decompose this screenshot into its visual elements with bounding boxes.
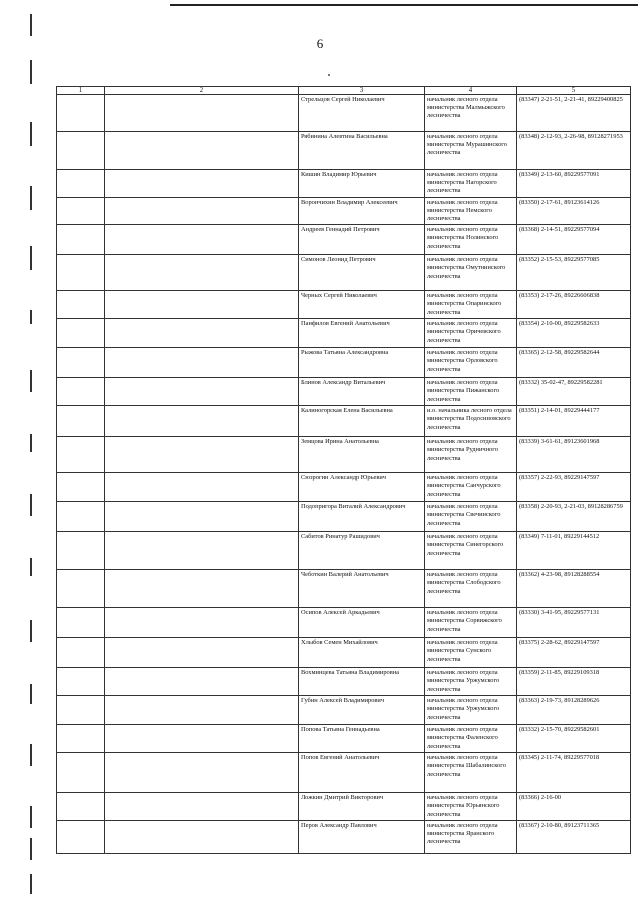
top-rule bbox=[170, 4, 638, 6]
cell-number bbox=[57, 608, 105, 638]
cell-phone: (83332) 2-15-70, 89229582601 bbox=[517, 725, 631, 753]
cell-phone: (83353) 2-17-26, 89226606838 bbox=[517, 291, 631, 319]
cell-region bbox=[105, 348, 299, 378]
cell-name: Андреев Геннадий Петрович bbox=[299, 225, 425, 255]
cell-position: начальник лесного отдела министерства Свечинского лесничества bbox=[425, 502, 517, 532]
table-row bbox=[57, 725, 631, 753]
table-row bbox=[57, 255, 631, 291]
cell-phone: (83357) 2-22-93, 89229147597 bbox=[517, 473, 631, 502]
cell-region bbox=[105, 473, 299, 502]
cell-position: начальник лесного отдела министерства Сорвижского лесничества bbox=[425, 608, 517, 638]
cell-phone: (83375) 2-28-62, 89229147597 bbox=[517, 638, 631, 668]
cell-name: Стрельцов Сергей Николаевич bbox=[299, 95, 425, 132]
cell-phone: (83365) 2-12-58, 89229582644 bbox=[517, 348, 631, 378]
table-row bbox=[57, 668, 631, 696]
cell-number bbox=[57, 319, 105, 348]
speck bbox=[328, 74, 330, 76]
cell-region bbox=[105, 225, 299, 255]
cell-phone: (83362) 4-23-98, 89128288554 bbox=[517, 570, 631, 608]
cell-name: Перов Александр Павлович bbox=[299, 820, 425, 853]
cell-region bbox=[105, 378, 299, 406]
binding-margin-marks bbox=[0, 0, 40, 905]
table-row bbox=[57, 406, 631, 437]
table-row bbox=[57, 502, 631, 532]
cell-region bbox=[105, 696, 299, 725]
cell-number bbox=[57, 725, 105, 753]
cell-name: Ворончихин Владимир Алексеевич bbox=[299, 197, 425, 225]
cell-region bbox=[105, 820, 299, 853]
cell-phone: (83350) 2-17-61, 89123614126 bbox=[517, 197, 631, 225]
cell-position: начальник лесного отдела министерства Уржумского лесничества bbox=[425, 696, 517, 725]
cell-region bbox=[105, 725, 299, 753]
cell-phone: (83345) 2-11-74, 89229577018 bbox=[517, 753, 631, 793]
table-row bbox=[57, 291, 631, 319]
cell-name: Попова Татьяна Геннадьевна bbox=[299, 725, 425, 753]
cell-number bbox=[57, 348, 105, 378]
cell-name: Губин Алексей Владимирович bbox=[299, 696, 425, 725]
table-row bbox=[57, 608, 631, 638]
cell-region bbox=[105, 319, 299, 348]
cell-number bbox=[57, 406, 105, 437]
contacts-table bbox=[56, 86, 631, 854]
column-header: 4 bbox=[425, 87, 517, 95]
cell-position: начальник лесного отдела министерства Яранского лесничества bbox=[425, 820, 517, 853]
cell-phone: (83349) 7-11-01, 89229144512 bbox=[517, 532, 631, 570]
table-row bbox=[57, 473, 631, 502]
cell-region bbox=[105, 570, 299, 608]
cell-region bbox=[105, 638, 299, 668]
page-number: 6 bbox=[316, 36, 324, 51]
cell-position: начальник лесного отдела министерства Слободского лесничества bbox=[425, 570, 517, 608]
table-row bbox=[57, 197, 631, 225]
cell-position: начальник лесного отдела министерства Уржумского лесничества bbox=[425, 668, 517, 696]
table-row bbox=[57, 532, 631, 570]
cell-position: начальник лесного отдела министерства Немского лесничества bbox=[425, 197, 517, 225]
cell-name: Земцова Ирина Анатольевна bbox=[299, 437, 425, 473]
cell-name: Черных Сергей Николаевич bbox=[299, 291, 425, 319]
table-row bbox=[57, 170, 631, 198]
table-row bbox=[57, 638, 631, 668]
cell-position: начальник лесного отдела министерства Фаленского лесничества bbox=[425, 725, 517, 753]
cell-phone: (83332) 35-02-47, 89229582281 bbox=[517, 378, 631, 406]
cell-region bbox=[105, 753, 299, 793]
cell-number bbox=[57, 502, 105, 532]
column-header: 1 bbox=[57, 87, 105, 95]
table-body bbox=[57, 95, 631, 854]
cell-number bbox=[57, 570, 105, 608]
cell-region bbox=[105, 132, 299, 170]
table-row bbox=[57, 437, 631, 473]
cell-region bbox=[105, 291, 299, 319]
cell-phone: (83330) 3-41-95, 89229577131 bbox=[517, 608, 631, 638]
cell-name: Ложкин Дмитрий Викторович bbox=[299, 793, 425, 821]
cell-position: начальник лесного отдела министерства Омутнинского лесничества bbox=[425, 255, 517, 291]
table-row bbox=[57, 225, 631, 255]
cell-phone: (83339) 3-61-61, 89123601968 bbox=[517, 437, 631, 473]
cell-name: Рябинина Алевтина Васильевна bbox=[299, 132, 425, 170]
cell-region bbox=[105, 255, 299, 291]
cell-number bbox=[57, 668, 105, 696]
cell-name: Панфилов Евгений Анатольевич bbox=[299, 319, 425, 348]
column-header: 3 bbox=[299, 87, 425, 95]
cell-number bbox=[57, 225, 105, 255]
table-row bbox=[57, 348, 631, 378]
cell-name: Хлыбов Семен Михайлович bbox=[299, 638, 425, 668]
cell-region bbox=[105, 170, 299, 198]
cell-position: начальник лесного отдела министерства Санчурского лесничества bbox=[425, 473, 517, 502]
cell-phone: (83351) 2-14-01, 89229444177 bbox=[517, 406, 631, 437]
table-row bbox=[57, 95, 631, 132]
cell-number bbox=[57, 696, 105, 725]
cell-number bbox=[57, 378, 105, 406]
cell-number bbox=[57, 793, 105, 821]
cell-name: Калиногорская Елена Васильевна bbox=[299, 406, 425, 437]
cell-number bbox=[57, 473, 105, 502]
cell-phone: (83352) 2-15-53, 89229577085 bbox=[517, 255, 631, 291]
cell-region bbox=[105, 502, 299, 532]
cell-region bbox=[105, 95, 299, 132]
cell-name: Кишин Владимир Юрьевич bbox=[299, 170, 425, 198]
cell-name: Подопригора Виталий Александрович bbox=[299, 502, 425, 532]
cell-phone: (83366) 2-16-00 bbox=[517, 793, 631, 821]
cell-name: Сюзрогин Александр Юрьевич bbox=[299, 473, 425, 502]
cell-number bbox=[57, 437, 105, 473]
table-row bbox=[57, 793, 631, 821]
table-row bbox=[57, 319, 631, 348]
cell-position: начальник лесного отдела министерства Рудничного лесничества bbox=[425, 437, 517, 473]
cell-phone: (83354) 2-10-00, 89229582633 bbox=[517, 319, 631, 348]
cell-number bbox=[57, 95, 105, 132]
cell-position: начальник лесного отдела министерства Нагорского лесничества bbox=[425, 170, 517, 198]
cell-position: и.о. начальника лесного отдела министерства Подосиновского лесничества bbox=[425, 406, 517, 437]
cell-name: Осипов Алексей Аркадьевич bbox=[299, 608, 425, 638]
cell-number bbox=[57, 753, 105, 793]
cell-position: начальник лесного отдела министерства Сунского лесничества bbox=[425, 638, 517, 668]
cell-number bbox=[57, 291, 105, 319]
cell-phone: (83363) 2-19-73, 89128289626 bbox=[517, 696, 631, 725]
cell-region bbox=[105, 668, 299, 696]
table-row bbox=[57, 378, 631, 406]
cell-number bbox=[57, 132, 105, 170]
cell-position: начальник лесного отдела министерства Опаринского лесничества bbox=[425, 291, 517, 319]
cell-name: Блинов Александр Витальевич bbox=[299, 378, 425, 406]
cell-position: начальник лесного отдела министерства Мурашинского лесничества bbox=[425, 132, 517, 170]
cell-number bbox=[57, 820, 105, 853]
cell-region bbox=[105, 532, 299, 570]
cell-phone: (83367) 2-10-80, 89123711365 bbox=[517, 820, 631, 853]
cell-phone: (83347) 2-21-51, 2-21-41, 89229400825 bbox=[517, 95, 631, 132]
cell-position: начальник лесного отдела министерства Оричевского лесничества bbox=[425, 319, 517, 348]
cell-name: Попов Евгений Анатольевич bbox=[299, 753, 425, 793]
cell-phone: (83368) 2-14-51, 89229577094 bbox=[517, 225, 631, 255]
cell-name: Симонов Леонид Петрович bbox=[299, 255, 425, 291]
cell-name: Чеботкин Валерий Анатольевич bbox=[299, 570, 425, 608]
cell-position: начальник лесного отдела министерства Малмыжского лесничества bbox=[425, 95, 517, 132]
cell-phone: (83348) 2-12-93, 2-26-98, 89128271953 bbox=[517, 132, 631, 170]
cell-number bbox=[57, 255, 105, 291]
cell-name: Вохминцева Татьяна Владимировна bbox=[299, 668, 425, 696]
table-row bbox=[57, 696, 631, 725]
table-row bbox=[57, 753, 631, 793]
table-row bbox=[57, 132, 631, 170]
cell-phone: (83349) 2-13-60, 89229577091 bbox=[517, 170, 631, 198]
cell-position: начальник лесного отдела министерства Юрьянского лесничества bbox=[425, 793, 517, 821]
table-row bbox=[57, 820, 631, 853]
cell-position: начальник лесного отдела министерства Синегорского лесничества bbox=[425, 532, 517, 570]
cell-number bbox=[57, 197, 105, 225]
cell-region bbox=[105, 406, 299, 437]
cell-position: начальник лесного отдела министерства Пижанского лесничества bbox=[425, 378, 517, 406]
header-row bbox=[57, 87, 631, 95]
cell-region bbox=[105, 608, 299, 638]
cell-position: начальник лесного отдела министерства Шабалинского лесничества bbox=[425, 753, 517, 793]
cell-phone: (83359) 2-11-85, 89229109318 bbox=[517, 668, 631, 696]
cell-phone: (83358) 2-20-93, 2-21-03, 89128286759 bbox=[517, 502, 631, 532]
cell-number bbox=[57, 532, 105, 570]
table-row bbox=[57, 570, 631, 608]
cell-region bbox=[105, 793, 299, 821]
cell-name: Сабитов Ринатур Рашидович bbox=[299, 532, 425, 570]
cell-position: начальник лесного отдела министерства Орловского лесничества bbox=[425, 348, 517, 378]
cell-region bbox=[105, 437, 299, 473]
column-header: 5 bbox=[517, 87, 631, 95]
cell-position: начальник лесного отдела министерства Нолинского лесничества bbox=[425, 225, 517, 255]
cell-number bbox=[57, 638, 105, 668]
cell-number bbox=[57, 170, 105, 198]
cell-name: Рыжова Татьяна Александровна bbox=[299, 348, 425, 378]
cell-region bbox=[105, 197, 299, 225]
column-header: 2 bbox=[105, 87, 299, 95]
